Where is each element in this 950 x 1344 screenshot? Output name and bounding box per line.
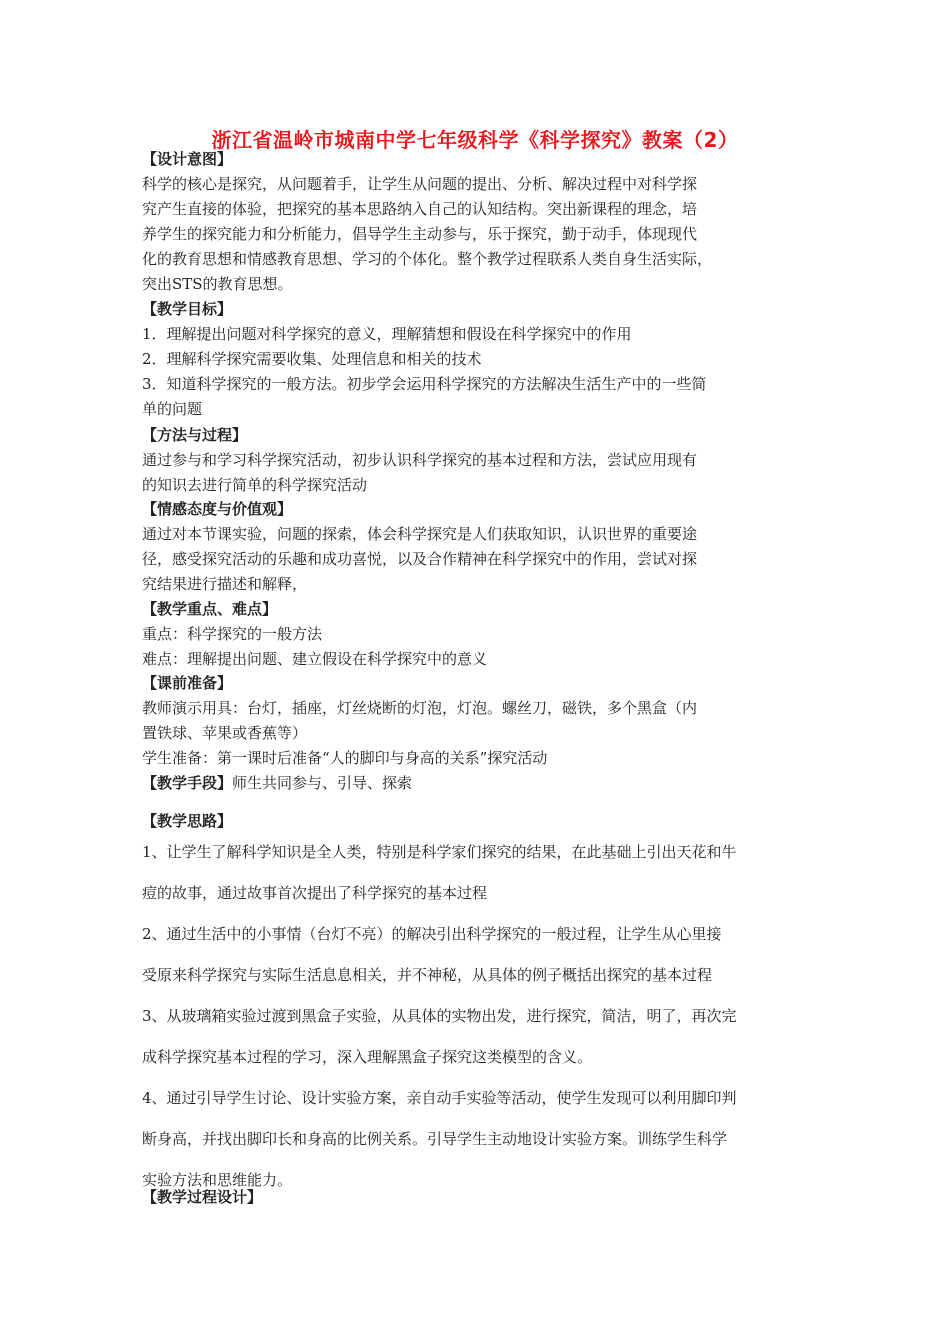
prep-body [142, 696, 697, 771]
heading-method: 【方法与过程】 [142, 426, 248, 444]
text-line: 1、让学生了解科学知识是全人类，特别是科学家们探究的结果，在此基础上引出天花和牛 [142, 843, 737, 861]
heading-design-intent: 【设计意图】 [142, 150, 233, 168]
text-line: 学生准备：第一课时后准备“人的脚印与身高的关系”探究活动 [142, 749, 548, 767]
text-line: 受原来科学探究与实际生活息息相关，并不神秘，从具体的例子概括出探究的基本过程 [142, 966, 713, 984]
means-text: 师生共同参与、引导、探索 [232, 774, 413, 792]
text-line: 1．理解提出问题对科学探究的意义，理解猜想和假设在科学探究中的作用 [142, 325, 632, 343]
text-line: 究结果进行描述和解释， [142, 575, 308, 593]
text-line: 通过参与和学习科学探究活动，初步认识科学探究的基本过程和方法，尝试应用现有 [142, 451, 698, 469]
heading-ideas: 【教学思路】 [142, 812, 233, 830]
text-line: 突出STS的教育思想。 [142, 275, 293, 293]
heading-process: 【教学过程设计】 [142, 1188, 263, 1206]
text-line: 断身高，并找出脚印长和身高的比例关系。引导学生主动地设计实验方案。训练学生科学 [142, 1130, 728, 1148]
design-intent-body [142, 172, 712, 297]
text-line: 重点：科学探究的一般方法 [142, 625, 323, 643]
text-line: 3、从玻璃箱实验过渡到黑盒子实验，从具体的实物出发，进行探究，简洁，明了，再次完 [142, 1007, 737, 1025]
text-line: 置铁球、苹果或香蕉等） [142, 724, 308, 742]
key-points-body [142, 622, 487, 672]
means-line [142, 772, 412, 793]
text-line: 2、通过生活中的小事情（台灯不亮）的解决引出科学探究的一般过程，让学生从心里接 [142, 925, 722, 943]
heading-attitude: 【情感态度与价值观】 [142, 500, 293, 518]
text-line: 教师演示用具：台灯，插座，灯丝烧断的灯泡，灯泡。螺丝刀，磁铁，多个黑盒（内 [142, 699, 698, 717]
text-line: 径，感受探究活动的乐趣和成功喜悦，以及合作精神在科学探究中的作用，尝试对探 [142, 550, 698, 568]
text-line: 通过对本节课实验，问题的探索，体会科学探究是人们获取知识，认识世界的重要途 [142, 525, 698, 543]
goals-body [142, 322, 707, 422]
text-line: 难点：理解提出问题、建立假设在科学探究中的意义 [142, 650, 488, 668]
heading-key-points: 【教学重点、难点】 [142, 600, 278, 618]
ideas-body [142, 832, 737, 1201]
text-line: 实验方法和思维能力。 [142, 1171, 293, 1189]
text-line: 科学的核心是探究，从问题着手，让学生从问题的提出、分析、解决过程中对科学探 [142, 175, 698, 193]
method-body [142, 448, 697, 498]
attitude-body [142, 522, 697, 597]
text-line: 化的教育思想和情感教育思想、学习的个体化。整个教学过程联系人类自身生活实际， [142, 250, 713, 268]
heading-goals: 【教学目标】 [142, 300, 233, 318]
text-line: 单的问题 [142, 400, 203, 418]
text-line: 痘的故事，通过故事首次提出了科学探究的基本过程 [142, 884, 488, 902]
text-line: 的知识去进行简单的科学探究活动 [142, 476, 368, 494]
heading-prep: 【课前准备】 [142, 674, 233, 692]
text-line: 3．知道科学探究的一般方法。初步学会运用科学探究的方法解决生活生产中的一些简 [142, 375, 707, 393]
text-line: 成科学探究基本过程的学习，深入理解黑盒子探究这类模型的含义。 [142, 1048, 593, 1066]
text-line: 究产生直接的体验，把探究的基本思路纳入自己的认知结构。突出新课程的理念，培 [142, 200, 698, 218]
text-line: 4、通过引导学生讨论、设计实验方案，亲自动手实验等活动，使学生发现可以利用脚印判 [142, 1089, 737, 1107]
document-title: 浙江省温岭市城南中学七年级科学《科学探究》教案（2） [211, 128, 739, 152]
text-line: 养学生的探究能力和分析能力，倡导学生主动参与，乐于探究，勤于动手，体现现代 [142, 225, 698, 243]
heading-means: 【教学手段】 [142, 774, 233, 792]
text-line: 2．理解科学探究需要收集、处理信息和相关的技术 [142, 350, 482, 368]
